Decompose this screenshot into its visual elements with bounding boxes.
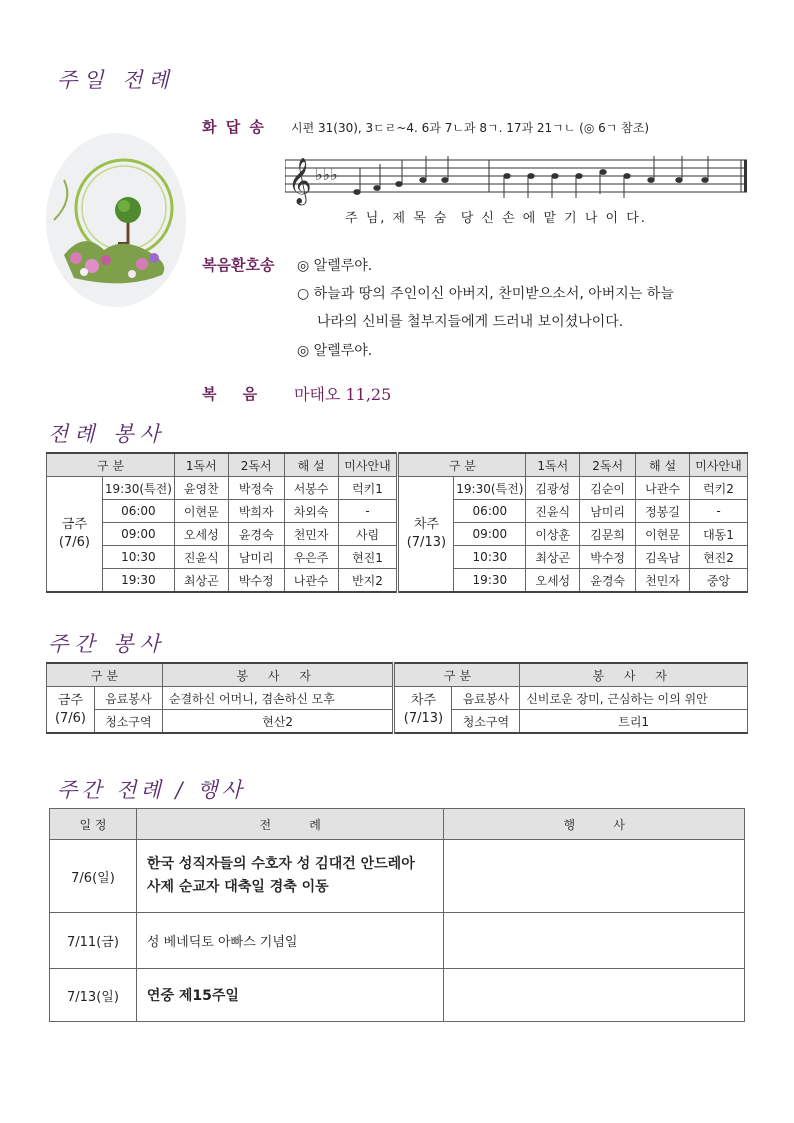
header-volunteers: 봉 사 자	[162, 663, 394, 687]
header-liturgy: 전 례	[136, 809, 444, 840]
week-name: 금주	[61, 517, 88, 532]
mass-guide: 사림	[338, 523, 398, 546]
wreath-illustration	[44, 130, 189, 310]
weekly-header-row	[47, 663, 748, 687]
event-cell	[444, 969, 745, 1022]
acclamation-line-2a: ○ 하늘과 땅의 주인이신 아버지, 찬미받으소서, 아버지는 하늘	[297, 286, 674, 302]
mass-time: 09:00	[454, 523, 526, 546]
mass-time: 19:30(특전)	[102, 477, 174, 500]
table-row	[47, 500, 748, 523]
section-title-service: 전례 봉사	[48, 422, 166, 446]
psalm-lyrics: 주 님, 제 목 숨 당 신 손 에 맡 기 나 이 다.	[345, 211, 647, 226]
week-date: (7/13)	[406, 535, 447, 550]
reader-2: 윤경숙	[228, 523, 284, 546]
mass-guide: 현진2	[689, 546, 747, 569]
psalm-label: 화 답 송	[202, 118, 266, 136]
mass-time: 10:30	[454, 546, 526, 569]
mass-time: 06:00	[454, 500, 526, 523]
table-row	[47, 546, 748, 569]
reader-1: 김광성	[526, 477, 580, 500]
events-header-row	[50, 809, 745, 840]
service-header-row	[47, 453, 748, 477]
table-row	[50, 913, 745, 969]
liturgy-cell: 연중 제15주일	[136, 969, 444, 1022]
mass-guide: 대동1	[689, 523, 747, 546]
mass-time: 19:30	[454, 569, 526, 593]
header-events: 행 사	[444, 809, 745, 840]
table-row	[47, 477, 748, 500]
commentator: 나관수	[636, 477, 690, 500]
header-mass-guide: 미사안내	[338, 453, 398, 477]
mass-guide: 럭키2	[689, 477, 747, 500]
mass-guide: 중앙	[689, 569, 747, 593]
header-commentary: 해 설	[284, 453, 338, 477]
duty-type: 청소구역	[94, 710, 162, 734]
reader-1: 진윤식	[526, 500, 580, 523]
event-cell	[444, 913, 745, 969]
section-title-liturgy: 주일 전례	[57, 68, 175, 92]
table-row	[47, 687, 748, 710]
reader-2: 남미리	[580, 500, 636, 523]
mass-time: 10:30	[102, 546, 174, 569]
commentator: 천민자	[284, 523, 338, 546]
liturgy-line: 사제 순교자 대축일 경축 이동	[146, 879, 329, 895]
reader-1: 최상곤	[174, 569, 228, 593]
header-mass-guide: 미사안내	[689, 453, 747, 477]
header-commentary: 해 설	[636, 453, 690, 477]
commentator: 김옥남	[636, 546, 690, 569]
table-row	[47, 569, 748, 593]
mass-guide: -	[689, 500, 747, 523]
reader-1: 윤영찬	[174, 477, 228, 500]
svg-text:𝄞: 𝄞	[288, 158, 312, 204]
reader-1: 최상곤	[526, 546, 580, 569]
weekly-service-table	[46, 662, 748, 734]
duty-type: 청소구역	[452, 710, 520, 734]
reader-2: 박수정	[580, 546, 636, 569]
header-category: 구 분	[47, 663, 163, 687]
duty-team: 현산2	[162, 710, 394, 734]
commentator: 우은주	[284, 546, 338, 569]
gospel-reference: 마태오 11,25	[294, 385, 392, 404]
week-name: 차주	[413, 517, 439, 532]
commentator: 천민자	[636, 569, 690, 593]
week-name: 금주	[57, 692, 84, 708]
commentator: 나관수	[284, 569, 338, 593]
table-row	[50, 840, 745, 913]
reader-1: 오세성	[526, 569, 580, 593]
mass-guide: 현진1	[338, 546, 398, 569]
week-date: (7/6)	[58, 535, 90, 550]
reader-1: 오세성	[174, 523, 228, 546]
header-category: 구 분	[47, 453, 175, 477]
week-date: (7/6)	[54, 710, 87, 726]
event-cell	[444, 840, 745, 913]
duty-type: 음료봉사	[94, 687, 162, 710]
event-date: 7/13(일)	[50, 969, 137, 1022]
header-reading-1: 1독서	[526, 453, 580, 477]
commentator: 정봉길	[636, 500, 690, 523]
header-reading-2: 2독서	[228, 453, 284, 477]
mass-time: 09:00	[102, 523, 174, 546]
reader-1: 이현문	[174, 500, 228, 523]
reader-2: 김문희	[580, 523, 636, 546]
reader-2: 박희자	[228, 500, 284, 523]
header-date: 일 정	[50, 809, 137, 840]
acclamation-line-1: ◎ 알렐루야.	[297, 258, 373, 274]
svg-text:♭♭♭: ♭♭♭	[315, 165, 338, 184]
mass-guide: 반지2	[338, 569, 398, 593]
header-volunteers: 봉 사 자	[520, 663, 748, 687]
week-name: 차주	[410, 692, 437, 708]
mass-time: 19:30(특전)	[454, 477, 526, 500]
gospel-label: 복 음	[202, 385, 258, 403]
reader-1: 이상훈	[526, 523, 580, 546]
duty-team: 트리1	[520, 710, 748, 734]
reader-2: 남미리	[228, 546, 284, 569]
header-category: 구 분	[398, 453, 526, 477]
event-date: 7/11(금)	[50, 913, 137, 969]
duty-team: 신비로운 장미, 근심하는 이의 위안	[520, 687, 748, 710]
table-row	[50, 969, 745, 1022]
header-category: 구 분	[394, 663, 520, 687]
reader-1: 진윤식	[174, 546, 228, 569]
liturgy-cell: 성 베네딕토 아빠스 기념일	[136, 913, 444, 969]
week-date: (7/13)	[403, 710, 444, 726]
section-title-weekly-events: 주간 전례 / 행사	[57, 778, 246, 802]
commentator: 이현문	[636, 523, 690, 546]
event-date: 7/6(일)	[50, 840, 137, 913]
header-reading-2: 2독서	[580, 453, 636, 477]
liturgy-cell	[136, 840, 444, 913]
mass-guide: 럭키1	[338, 477, 398, 500]
music-staff	[285, 150, 750, 206]
mass-guide: -	[338, 500, 398, 523]
mass-time: 19:30	[102, 569, 174, 593]
week-group-label	[47, 687, 95, 734]
acclamation-line-3: ◎ 알렐루야.	[297, 343, 373, 359]
duty-type: 음료봉사	[452, 687, 520, 710]
reader-2: 윤경숙	[580, 569, 636, 593]
mass-time: 06:00	[102, 500, 174, 523]
week-group-label	[398, 477, 454, 593]
table-row	[47, 523, 748, 546]
week-group-label	[394, 687, 452, 734]
section-title-weekly-service: 주간 봉사	[48, 632, 166, 656]
commentator: 서봉수	[284, 477, 338, 500]
service-table	[46, 452, 748, 593]
week-group-label	[47, 477, 103, 593]
psalm-reference: 시편 31(30), 3ㄷㄹ~4. 6과 7ㄴ과 8ㄱ. 17과 21ㄱㄴ (◎ 6ㄱ 참조)	[291, 121, 650, 135]
reader-2: 김순이	[580, 477, 636, 500]
acclamation-line-2b: 나라의 신비를 철부지들에게 드러내 보이셨나이다.	[317, 314, 624, 330]
reader-2: 박정숙	[228, 477, 284, 500]
reader-2: 박수정	[228, 569, 284, 593]
commentator: 차외숙	[284, 500, 338, 523]
duty-team: 순결하신 어머니, 겸손하신 모후	[162, 687, 394, 710]
header-reading-1: 1독서	[174, 453, 228, 477]
acclamation-label: 복음환호송	[202, 256, 275, 274]
events-table	[49, 808, 745, 1022]
liturgy-line: 한국 성직자들의 수호자 성 김대건 안드레아	[146, 856, 415, 872]
